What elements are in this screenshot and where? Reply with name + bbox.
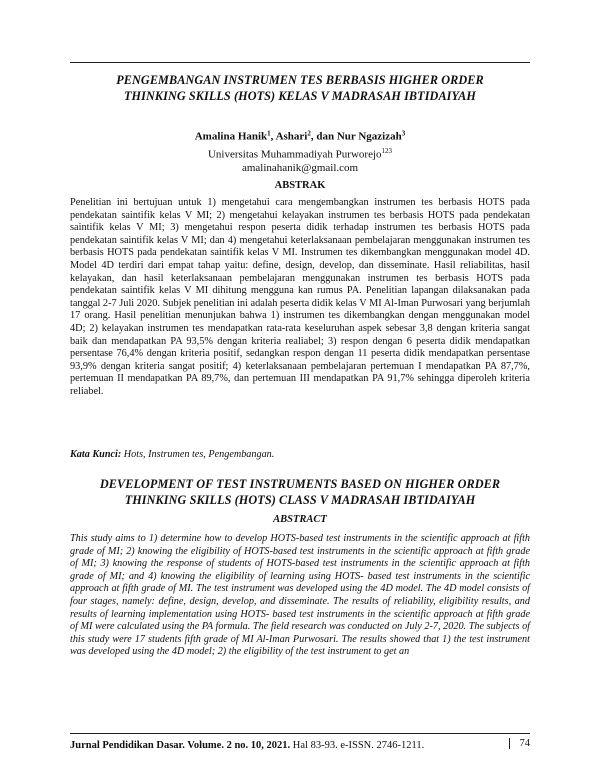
abstract-heading	[70, 514, 530, 525]
affiliation-name: Universitas Muhammadiyah Purworejo	[207, 148, 382, 161]
author-1-sup: 1	[267, 129, 271, 137]
title-english-line2: THINKING SKILLS (HOTS) CLASS V MADRASAH IBTIDAIYAH	[124, 493, 476, 507]
journal-citation: Jurnal Pendidikan Dasar. Volume. 2 no. 10, 2021.	[70, 740, 291, 751]
abstrak-heading: ABSTRAK	[274, 180, 326, 191]
affiliation	[70, 144, 530, 162]
title-indonesian	[70, 72, 530, 104]
author-2-sup: 2	[307, 129, 311, 137]
journal-pages: Hal 83-93. e-ISSN. 2746-1211.	[290, 740, 425, 751]
title-english-line1: DEVELOPMENT OF TEST INSTRUMENTS BASED ON HIGHER ORDER	[99, 477, 501, 491]
author-separator: ,	[270, 130, 276, 143]
author-2: Ashari	[275, 130, 308, 143]
affiliation-sup: 123	[381, 146, 393, 155]
keywords	[70, 449, 530, 462]
author-separator: , dan	[310, 130, 337, 143]
page-footer	[70, 740, 530, 751]
author-block	[70, 126, 530, 175]
title-english	[70, 476, 530, 508]
title-indonesian-line1: PENGEMBANGAN INSTRUMEN TES BERBASIS HIGHER ORDER	[116, 73, 484, 87]
page-number: 74	[509, 738, 531, 749]
abstract-heading-text: ABSTRACT	[273, 514, 327, 525]
abstract-text: This study aims to 1) determine how to develop HOTS-based test instruments in the scientific approach at fifth grade of MI; 2) knowing the eligibility of HOTS-based test instruments in the scientific approach at fifth grade of MI; 3) knowing the response of students of HOTS-based test instruments in the scientific approach at fifth grade of MI; and 4) knowing the eligibility of learning using HOTS- based test instruments in the scientific approach at fifth grade of MI. The test instrument was developed using the 4D model. The 4D model consists of four stages, namely: define, design, develop, and disseminate. The results of reliability, eligibility results, and results of learning implementation using HOTS- based test instruments in the scientific approach at fifth grade of MI were calculated using the PA formula. The field research was conducted on July 2-7, 2020. The subjects of this study were 17 students fifth grade of MI Al-Iman Purwosari. The results showed that 1) the test instrument was developed using the 4D model; 2) the eligibility of the test instrument to get an	[70, 533, 530, 658]
author-email: amalinahanik@gmail.com	[241, 162, 359, 175]
author-3: Nur Ngazizah	[336, 130, 402, 143]
footer-rule	[70, 733, 530, 734]
abstrak-text: Penelitian ini bertujuan untuk 1) mengetahui cara mengembangkan instrumen tes berbasis HOTS pada pendekatan saintifik kelas V MI; 2) mengetahui kelayakan instrumen tes berbasis HOTS pada pendekatan saintifik kelas V MI; 3) mengetahui respon peserta didik terhadap instrumen tes berbasis HOTS pada pendekatan saintifik kelas V MI; dan 4) mengetahui keterlaksanaan pembelajaran menggunakan instrumen tes berbasis HOTS pada pendekatan saintifik kelas V MI. Instrumen tes dikembangkan menggunakan model 4D. Model 4D terdiri dari empat tahap yaitu: define, design, develop, dan disseminate. Hasil reliabilitas, hasil kelayakan, dan hasil keterlaksanaan pembelajaran menggunakan instrumen tes berbasis HOTS pada pendekatan saintifik kelas V MI dihitung mengguna kan rumus PA. Penelitian lapangan dilaksanakan pada tanggal 2-7 Juli 2020. Subjek penelitian ini adalah peserta didik kelas V MI Al-Iman Purwosari yang berjumlah 17 orang. Hasil penelitian menunjukan bahwa 1) instrumen tes dikembangkan dengan menggunakan model 4D; 2) kelayakan instrumen tes mendapatkan rata-rata keseluruhan aspek sebesar 3,8 dengan kriteria sangat baik dan mendapatkan PA 93,5% dengan kriteria realiabel; 3) respon dengan 6 peserta didik mendapatkan persentase 76,4% dengan kriteria positif, sedangkan respon dengan 11 peserta didik mendapatkan persentase 93,9% dengan kriteria sangat positif; 4) keterlaksanaan pembelajaran pertemuan I mendapatkan PA 87,7%, pertemuan II mendapatkan PA 89,7%, dan pertemuan III mendapatkan PA 91,7% sehingga diperoleh kriteria reliabel.	[70, 197, 530, 397]
author-3-sup: 3	[401, 129, 406, 137]
title-indonesian-line2: THINKING SKILLS (HOTS) KELAS V MADRASAH IBTIDAIYAH	[124, 89, 476, 103]
keywords-label: Kata Kunci:	[70, 449, 122, 460]
top-rule	[70, 62, 530, 63]
author-1: Amalina Hanik	[194, 130, 268, 143]
author-names	[70, 126, 530, 144]
keywords-value: Hots, Instrumen tes, Pengembangan.	[123, 449, 275, 460]
